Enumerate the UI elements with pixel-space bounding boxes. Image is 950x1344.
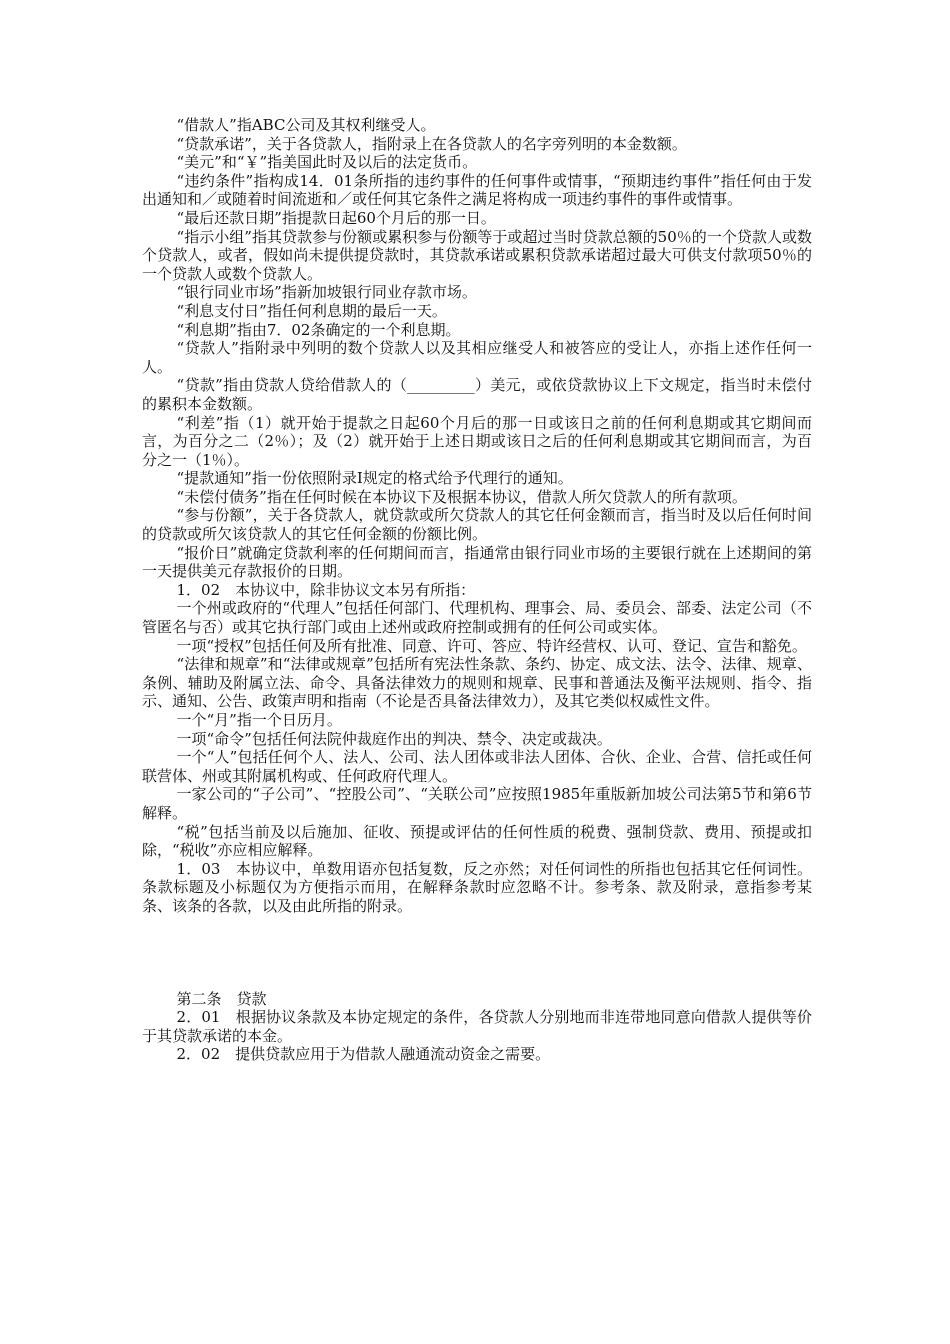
- clause-1-02: 1．02 本协议中，除非协议文本另有所指：: [176, 580, 476, 599]
- section-spacer: [142, 916, 812, 990]
- article-2-heading: 第二条 贷款: [176, 989, 267, 1008]
- definition-authorization: 一项“授权”包括任何及所有批准、同意、许可、答应、特许经营权、认可、登记、宣告和豁免。: [176, 636, 807, 655]
- definition-lender: “贷款人”指附录中列明的数个贷款人以及其相应继受人和被答应的受让人，亦指上述作任何一人。: [142, 339, 812, 376]
- definition-subsidiary: 一家公司的“子公司”、“控股公司”、“关联公司”应按照1985年重版新加坡公司法第5节和第6节解释。: [142, 785, 812, 822]
- clause-2-01: 2．01 根据协议条款及本协定规定的条件，各贷款人分别地而非连带地同意向借款人提供等价于其贷款承诺的本金。: [142, 1008, 812, 1045]
- definition-margin: “利差”指（1）就开始于提款之日起60个月后的那一日或该日之前的任何利息期或其它期间而言，为百分之二（2％）；及（2）就开始于上述日期或该日之后的任何利息期或其它期间而言，为百分之一（1％）。: [142, 413, 812, 469]
- definition-instructing-group: “指示小组”指其贷款参与份额或累积参与份额等于或超过当时贷款总额的50％的一个贷款人或数个贷款人，或者，假如尚未提供提贷款时，其贷款承诺或累积贷款承诺超过最大可供支付款项50％的一个贷款人或数个贷款人。: [142, 227, 812, 283]
- definition-interest-payment-date: “利息支付日”指任何利息期的最后一天。: [176, 301, 447, 320]
- definition-agent: 一个州或政府的“代理人”包括任何部门、代理机构、理事会、局、委员会、部委、法定公司（不管匿名与否）或其它执行部门或由上述州或政府控制或拥有的任何公司或实体。: [142, 599, 812, 637]
- definition-month: 一个“月”指一个日历月。: [176, 711, 342, 729]
- definition-interbank-market: “银行同业市场”指新加坡银行同业存款市场。: [176, 283, 477, 302]
- definition-loan: “贷款”指由贷款人贷给借款人的（_________）美元，或依贷款协议上下文规定，指当时未偿付的累积本金数额。: [142, 376, 812, 413]
- definition-borrower: “借款人”指ABC公司及其权利继受人。: [176, 116, 436, 134]
- definition-default: “违约条件”指构成14．01条所指的违约事件的任何事件或情事，“预期违约事件”指任何由于发出通知和／或随着时间流逝和／或任何其它条件之满足将构成一项违约事件的事件或情事。: [142, 171, 812, 209]
- definition-loan-commitment: “贷款承诺”，关于各贷款人，指附录上在各贷款人的名字旁列明的本金数额。: [176, 134, 687, 153]
- definition-dollar: “美元”和“￥”指美国此时及以后的法定货币。: [176, 153, 478, 172]
- definition-final-repayment-date: “最后还款日期”指提款日起60个月后的那一日。: [176, 208, 496, 227]
- definition-person: 一个“人”包括任何个人、法人、公司、法人团体或非法人团体、合伙、企业、合营、信托或任何联营体、州或其附属机构或、任何政府代理人。: [142, 748, 812, 785]
- clause-1-03: 1．03 本协议中，单数用语亦包括复数，反之亦然；对任何词性的所指也包括其它任何词性。条款标题及小标题仅为方便指示而用，在解释条款时应忽略不计。参考条、款及附录，意指参考某条、该条的各款，以及由此所指的附录。: [142, 859, 812, 915]
- definition-interest-period: “利息期”指由7．02条确定的一个利息期。: [176, 320, 461, 339]
- definition-order: 一项“命令”包括任何法院仲裁庭作出的判决、禁令、决定或裁决。: [176, 729, 612, 748]
- document-page: [142, 116, 812, 1064]
- definition-quotation-date: “报价日”就确定贷款利率的任何期间而言，指通常由银行同业市场的主要银行就在上述期间的第一天提供美元存款报价的日期。: [142, 543, 812, 581]
- definition-outstanding-debt: “未偿付债务”指在任何时候在本协议下及根据本协议，借款人所欠贷款人的所有款项。: [176, 487, 747, 506]
- definition-laws-and-regulations: “法律和规章”和“法律或规章”包括所有宪法性条款、条约、协定、成文法、法令、法律、规章、条例、辅助及附属立法、命令、具备法律效力的规则和规章、民事和普通法及衡平法规则、指令、指示、通知、公告、政策声明和指南（不论是否具备法律效力），及其它类似权威性文件。: [142, 655, 812, 711]
- definition-participation-share: “参与份额”，关于各贷款人，就贷款或所欠贷款人的其它任何金额而言，指当时及以后任何时间的贷款或所欠该贷款人的其它任何金额的份额比例。: [142, 506, 812, 544]
- clause-2-02: 2．02 提供贷款应用于为借款人融通流动资金之需要。: [176, 1045, 551, 1064]
- definition-drawdown-notice: “提款通知”指一份依照附录I规定的格式给予代理行的通知。: [176, 469, 573, 488]
- definition-tax: “税”包括当前及以后施加、征收、预提或评估的任何性质的税费、强制贷款、费用、预提或扣除，“税收”亦应相应解释。: [142, 822, 812, 860]
